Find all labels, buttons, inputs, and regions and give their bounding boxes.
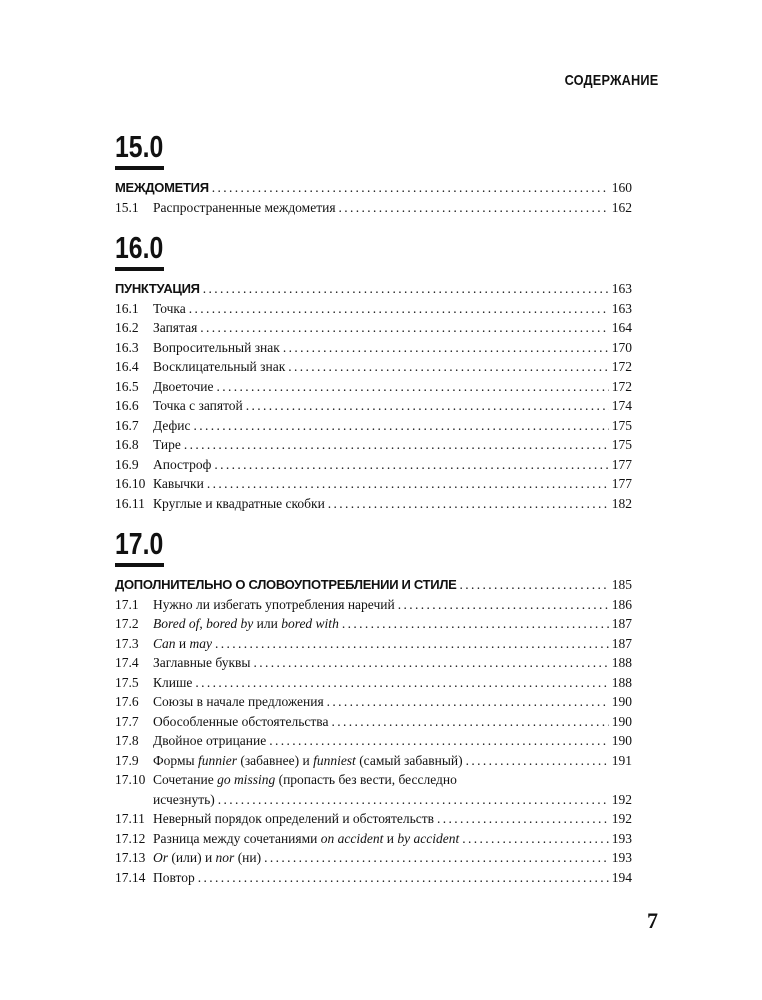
- toc-entry[interactable]: [115, 614, 632, 634]
- section-15: [115, 130, 632, 217]
- page-ref: 162: [611, 199, 632, 215]
- leader-dots: [288, 357, 608, 377]
- leader-dots: [264, 848, 609, 868]
- toc-entry[interactable]: [115, 692, 632, 712]
- page-ref: 193: [611, 830, 632, 846]
- toc-entry[interactable]: [115, 494, 632, 514]
- page-ref: 174: [611, 398, 632, 413]
- page-ref: 177: [611, 476, 632, 491]
- entry-number: 16.5: [115, 378, 139, 394]
- section-rule: [115, 166, 164, 170]
- page-ref: 192: [611, 791, 632, 807]
- entry-title: Распространенные междометия: [153, 199, 336, 215]
- entry-title: Can и may: [153, 635, 212, 651]
- chapter-title: ДОПОЛНИТЕЛЬНО О СЛОВОУПОТРЕБЛЕНИИ И СТИЛЕ: [115, 577, 457, 592]
- leader-dots: [217, 377, 609, 397]
- section-16: [115, 231, 632, 513]
- entry-title: Точка с запятой: [153, 398, 243, 413]
- toc-entry[interactable]: [115, 868, 632, 888]
- entry-title: Кавычки: [153, 476, 204, 491]
- entry-title: Разница между сочетаниями on accident и by accident: [153, 830, 460, 846]
- table-of-contents: [115, 130, 632, 901]
- leader-dots: [339, 198, 609, 218]
- toc-entry[interactable]: [115, 318, 632, 338]
- entry-title: Повтор: [153, 869, 195, 885]
- page-ref: 175: [611, 437, 632, 452]
- toc-entry[interactable]: [115, 198, 632, 218]
- entry-number: 17.10: [115, 772, 146, 787]
- leader-dots: [214, 455, 608, 475]
- entry-number: 17.7: [115, 713, 139, 729]
- page-ref: 190: [611, 713, 632, 729]
- page-ref: 192: [611, 811, 632, 826]
- entry-number: 16.11: [115, 495, 145, 511]
- leader-dots: [462, 829, 609, 849]
- leader-dots: [328, 494, 609, 514]
- page-ref: 190: [611, 733, 632, 748]
- entry-title: Восклицательный знак: [153, 359, 286, 374]
- leader-dots: [269, 731, 609, 751]
- entry-number: 17.2: [115, 616, 139, 631]
- toc-entry[interactable]: [115, 770, 632, 790]
- page-ref: 188: [611, 674, 632, 690]
- entry-title: Двойное отрицание: [153, 733, 267, 748]
- page-ref: 185: [611, 577, 632, 592]
- entry-number: 17.13: [115, 850, 146, 865]
- entry-title: Вопросительный знак: [153, 339, 280, 355]
- entry-number: 17.5: [115, 674, 139, 690]
- leader-dots: [207, 474, 609, 494]
- entry-number: 17.8: [115, 733, 139, 748]
- entry-number: 16.2: [115, 320, 139, 335]
- entry-title: Заглавные буквы: [153, 655, 251, 670]
- leader-dots: [398, 595, 609, 615]
- running-header: СОДЕРЖАНИЕ: [564, 72, 658, 89]
- entry-number: 16.1: [115, 300, 139, 316]
- chapter-entry[interactable]: [115, 279, 632, 299]
- entry-title: Сочетание go missing (пропасть без вести, бесследно: [153, 772, 457, 787]
- page-ref: 175: [611, 417, 632, 433]
- page-ref: 187: [611, 635, 632, 651]
- entry-number: 16.8: [115, 437, 139, 452]
- leader-dots: [194, 416, 609, 436]
- entry-title: Обособленные обстоятельства: [153, 713, 329, 729]
- entry-number: 17.12: [115, 830, 146, 846]
- section-number: 17.0: [115, 526, 164, 561]
- entry-number: 17.9: [115, 752, 139, 768]
- leader-dots: [437, 809, 609, 829]
- section-17: [115, 527, 632, 887]
- entry-title: Формы funnier (забавнее) и funniest (самый забавный): [153, 752, 463, 768]
- entry-title: Дефис: [153, 417, 191, 433]
- page-ref: 190: [611, 694, 632, 709]
- page-ref: 194: [611, 869, 632, 885]
- toc-entry[interactable]: [115, 829, 632, 849]
- toc-entry[interactable]: [115, 396, 632, 416]
- entry-title: Нужно ли избегать употребления наречий: [153, 596, 395, 612]
- toc-entry[interactable]: [115, 731, 632, 751]
- entry-title: Круглые и квадратные скобки: [153, 495, 325, 511]
- toc-entry[interactable]: [115, 673, 632, 693]
- entry-number: 16.10: [115, 476, 146, 491]
- leader-dots: [195, 673, 608, 693]
- leader-dots: [218, 790, 609, 810]
- toc-entry[interactable]: [115, 455, 632, 475]
- toc-entry[interactable]: [115, 357, 632, 377]
- page-ref: 187: [611, 616, 632, 631]
- leader-dots: [253, 653, 608, 673]
- page-ref: 164: [611, 320, 632, 335]
- entry-title: Запятая: [153, 320, 198, 335]
- page-ref: 160: [611, 180, 632, 195]
- toc-entry[interactable]: [115, 377, 632, 397]
- entry-title: Точка: [153, 300, 186, 316]
- entry-number: 17.6: [115, 694, 139, 709]
- leader-dots: [184, 435, 609, 455]
- toc-entry[interactable]: [115, 751, 632, 771]
- leader-dots: [200, 318, 608, 338]
- leader-dots: [246, 396, 609, 416]
- entry-number: 16.7: [115, 417, 139, 433]
- toc-entry[interactable]: [115, 634, 632, 654]
- entry-title: Тире: [153, 437, 181, 452]
- entry-title: Апостроф: [153, 456, 212, 472]
- section-number: 16.0: [115, 230, 164, 265]
- toc-entry[interactable]: [115, 848, 632, 868]
- page-ref: 188: [611, 655, 632, 670]
- page-ref: 193: [611, 850, 632, 865]
- entry-title: Союзы в начале предложения: [153, 694, 324, 709]
- leader-dots: [203, 279, 609, 299]
- entry-title: Клише: [153, 674, 193, 690]
- chapter-title: МЕЖДОМЕТИЯ: [115, 180, 209, 195]
- page-ref: 186: [611, 596, 632, 612]
- leader-dots: [327, 692, 609, 712]
- entry-title: Двоеточие: [153, 378, 214, 394]
- entry-number: 15.1: [115, 199, 139, 215]
- toc-entry[interactable]: [115, 338, 632, 358]
- leader-dots: [189, 299, 609, 319]
- toc-entry[interactable]: [115, 435, 632, 455]
- page-number: 7: [647, 908, 658, 933]
- entry-number: 16.3: [115, 339, 139, 355]
- page-ref: 172: [611, 378, 632, 394]
- entry-title: Or (или) и nor (ни): [153, 850, 262, 865]
- toc-entry[interactable]: [115, 299, 632, 319]
- entry-number: 16.4: [115, 359, 139, 374]
- page-ref: 163: [611, 281, 632, 296]
- toc-entry[interactable]: [115, 416, 632, 436]
- entry-number: 17.11: [115, 811, 145, 826]
- toc-entry[interactable]: [115, 653, 632, 673]
- entry-number: 17.3: [115, 635, 139, 651]
- section-rule: [115, 267, 164, 271]
- entry-number: 16.6: [115, 398, 139, 413]
- page-ref: 170: [611, 339, 632, 355]
- entry-number: 17.1: [115, 596, 139, 612]
- page-ref: 182: [611, 495, 632, 511]
- page-ref: 191: [611, 752, 632, 768]
- leader-dots: [212, 178, 609, 198]
- chapter-entry[interactable]: [115, 575, 632, 595]
- toc-entry[interactable]: [115, 809, 632, 829]
- leader-dots: [466, 751, 609, 771]
- section-rule: [115, 563, 164, 567]
- leader-dots: [460, 575, 609, 595]
- leader-dots: [342, 614, 609, 634]
- chapter-entry[interactable]: [115, 178, 632, 198]
- entry-title: Bored of, bored by или bored with: [153, 616, 339, 631]
- chapter-title: ПУНКТУАЦИЯ: [115, 281, 200, 296]
- page-ref: 172: [611, 359, 632, 374]
- page-ref: 163: [611, 300, 632, 316]
- entry-number: 16.9: [115, 456, 139, 472]
- toc-entry[interactable]: [115, 474, 632, 494]
- page-ref: 177: [611, 456, 632, 472]
- leader-dots: [198, 868, 609, 888]
- entry-title-continuation: исчезнуть): [153, 791, 215, 807]
- toc-entry-continuation[interactable]: [115, 790, 632, 810]
- toc-entry[interactable]: [115, 712, 632, 732]
- leader-dots: [332, 712, 609, 732]
- entry-number: 17.4: [115, 655, 139, 670]
- entry-number: 17.14: [115, 869, 146, 885]
- leader-dots: [215, 634, 609, 654]
- toc-entry[interactable]: [115, 595, 632, 615]
- entry-title: Неверный порядок определений и обстоятельств: [153, 811, 435, 826]
- leader-dots: [283, 338, 609, 358]
- section-number: 15.0: [115, 129, 164, 164]
